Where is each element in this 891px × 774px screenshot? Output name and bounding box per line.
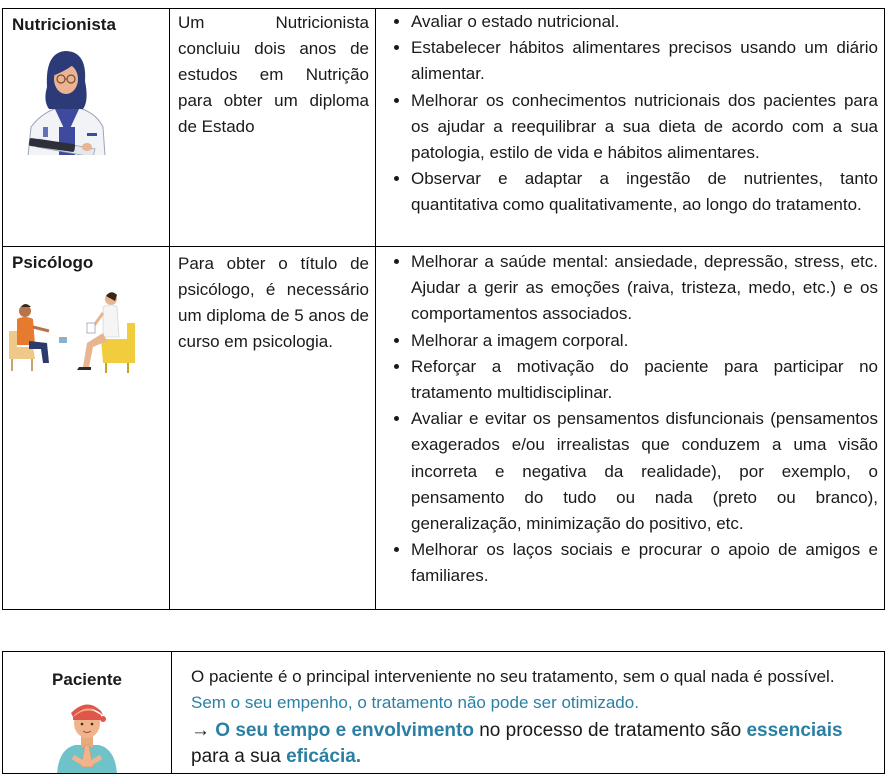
highlight-efficacy: eficácia. (286, 746, 362, 767)
list-item: • Melhorar os laços sociais e procurar o apoio de amigos e familiares. (411, 537, 878, 589)
list-item: • Melhorar a saúde mental: ansiedade, depressão, stress, etc. Ajudar a gerir as emoções (raiva, tristeza, medo, etc.) e os comportamentos associados. (411, 249, 878, 328)
patient-illustration-icon (47, 693, 127, 773)
table-row (3, 247, 885, 610)
role-description: Para obter o título de psicólogo, é necessário um diploma de 5 anos de curso em psicologia. (178, 254, 369, 351)
role-cell (3, 9, 170, 247)
arrow-icon: → (191, 720, 210, 741)
therapy-session-illustration-icon (3, 287, 163, 377)
table-row (3, 652, 885, 774)
highlight-time: O seu tempo e envolvimento (215, 720, 474, 741)
tasks-cell (376, 247, 885, 610)
description-cell (170, 247, 376, 610)
description-cell (170, 9, 376, 247)
nutritionist-illustration-icon (3, 35, 163, 155)
list-item: • Reforçar a motivação do paciente para participar no tratamento multidisciplinar. (411, 354, 878, 406)
list-item: • Avaliar o estado nutricional. (411, 9, 878, 35)
role-cell (3, 247, 170, 610)
patient-statement-highlight: Sem o seu empenho, o tratamento não pode ser otimizado. (191, 693, 639, 712)
list-item: • Observar e adaptar a ingestão de nutrientes, tanto quantitativa como qualitativamente, ao longo do tratamento. (411, 166, 878, 218)
patient-statement-text: O paciente é o principal interveniente no seu tratamento, sem o qual nada é possível. (191, 667, 835, 686)
list-item: • Estabelecer hábitos alimentares precisos usando um diário alimentar. (411, 35, 878, 87)
highlight-essential: essenciais (746, 720, 843, 741)
process-text: no processo de tratamento são (479, 720, 742, 741)
list-item: • Melhorar os conhecimentos nutricionais dos pacientes para os ajudar a reequilibrar a sua dieta de acordo com a sua patologia, estilo de vida e hábitos alimentares. (411, 88, 878, 167)
patient-statement (191, 664, 874, 716)
table-row (3, 9, 885, 247)
tasks-cell (376, 9, 885, 247)
roles-table (2, 8, 885, 610)
patient-emphasis (191, 718, 874, 770)
patient-role-cell (3, 652, 172, 774)
task-list (376, 249, 884, 590)
list-item: • Avaliar e evitar os pensamentos disfuncionais (pensamentos exagerados e/ou irrealistas que conduzem a uma visão incorreta e negativa da realidade), por exemplo, o pensamento do tudo ou nada (preto ou branco), generalização, minimização do positivo, etc. (411, 406, 878, 537)
patient-role-title: Paciente (52, 670, 122, 689)
patient-table (2, 651, 885, 774)
list-item: • Melhorar a imagem corporal. (411, 328, 878, 354)
role-title: Psicólogo (12, 253, 94, 272)
role-title: Nutricionista (12, 15, 116, 34)
patient-text-cell (172, 652, 885, 774)
for-text: para a sua (191, 746, 281, 767)
task-list (376, 9, 884, 219)
role-description: Um Nutricionista concluiu dois anos de estudos em Nutrição para obter um diploma de Estado (178, 13, 369, 136)
